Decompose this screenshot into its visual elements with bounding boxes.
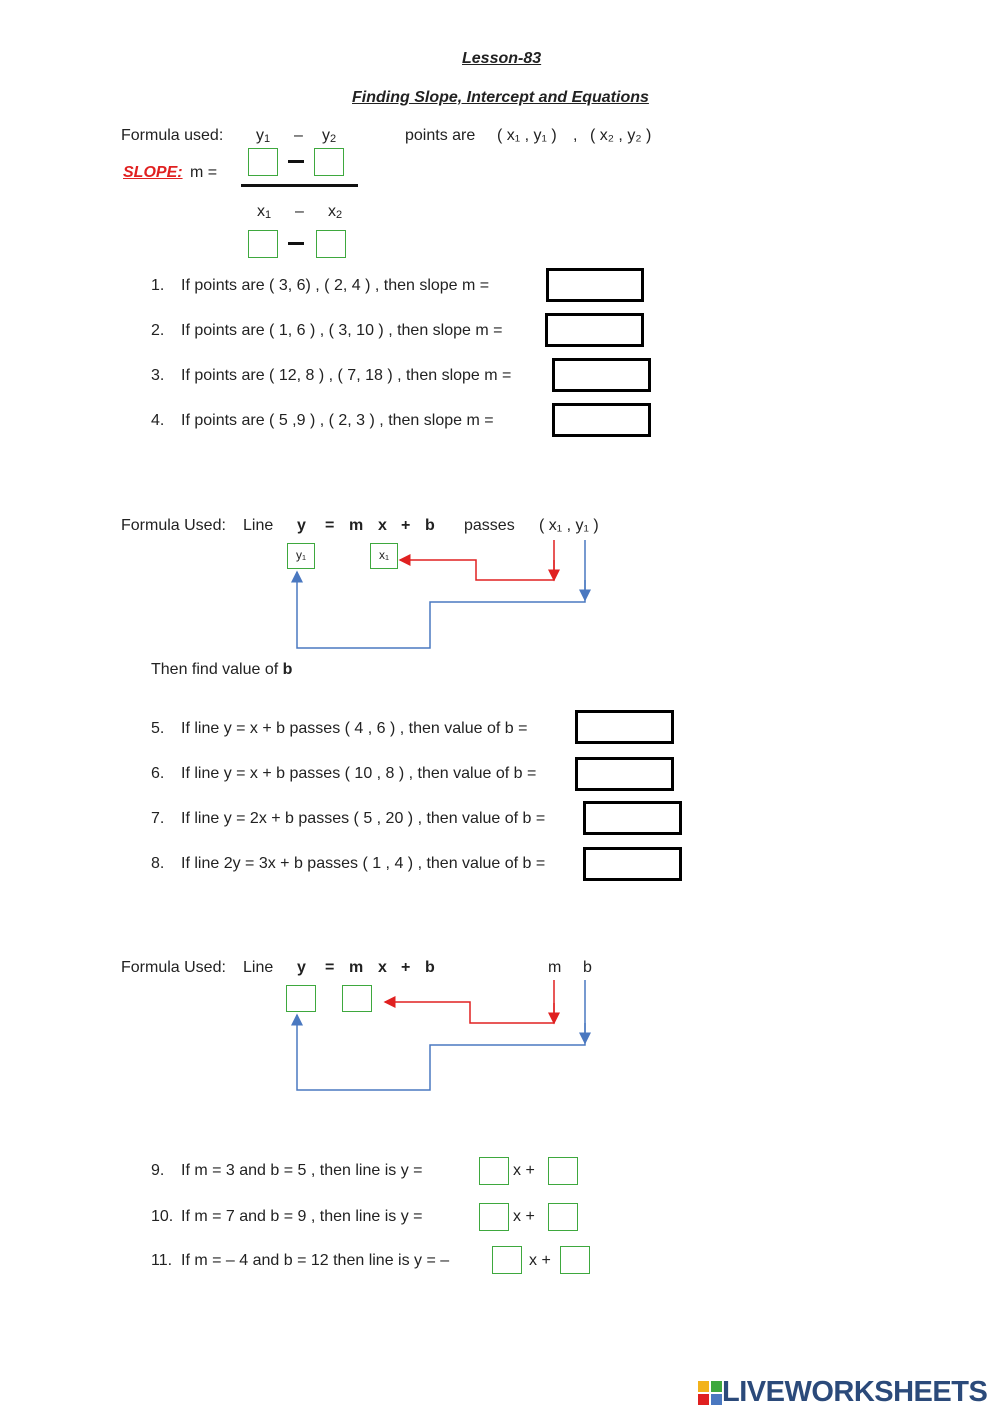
- question-3-number: 3.: [151, 367, 165, 384]
- equation-eq-y: y: [297, 959, 306, 976]
- intercept-eq-plus: +: [401, 517, 411, 534]
- liveworksheets-brand: LIVEWORKSHEETS: [722, 1376, 988, 1408]
- question-2-text: If points are ( 1, 6 ) , ( 3, 10 ) , then slope m =: [181, 322, 503, 339]
- arrow-b-to-box: [297, 980, 585, 1090]
- numerator-minus: –: [294, 127, 303, 144]
- equation-eq-equals: =: [325, 959, 335, 976]
- denominator-x2-label: x2: [328, 203, 343, 221]
- intercept-eq-b: b: [425, 517, 435, 534]
- question-4-number: 4.: [151, 412, 165, 429]
- intercept-eq-m: m: [349, 517, 364, 534]
- page-subtitle: Finding Slope, Intercept and Equations: [352, 89, 649, 106]
- question-9-text: If m = 3 and b = 5 , then line is y =: [181, 1162, 423, 1179]
- question-7-text: If line y = 2x + b passes ( 5 , 20 ) , then value of b =: [181, 810, 546, 827]
- question-2-number: 2.: [151, 322, 165, 339]
- question-6-number: 6.: [151, 765, 165, 782]
- liveworksheets-logo-icon: [698, 1381, 722, 1405]
- lesson-title: Lesson-83: [462, 50, 542, 67]
- equation-label-b: b: [583, 959, 592, 976]
- point-2-notation: ( x₂ , y₂ ): [590, 127, 652, 144]
- formula-label-slope: Formula used:: [121, 127, 224, 144]
- arrow-x1-to-box: [400, 540, 554, 580]
- equation-eq-b: b: [425, 959, 435, 976]
- point-1-notation: ( x₁ , y₁ ): [497, 127, 557, 144]
- numerator-y1-label: y1: [256, 127, 271, 145]
- question-1-number: 1.: [151, 277, 165, 294]
- question-10-text: If m = 7 and b = 9 , then line is y =: [181, 1208, 423, 1225]
- intercept-point-notation: ( x₁ , y₁ ): [539, 517, 599, 534]
- question-8-text: If line 2y = 3x + b passes ( 1 , 4 ) , then value of b =: [181, 855, 546, 872]
- equation-label-m: m: [548, 959, 562, 976]
- question-1-text: If points are ( 3, 6) , ( 2, 4 ) , then slope m =: [181, 277, 490, 294]
- equation-eq-plus: +: [401, 959, 411, 976]
- intercept-eq-equals: =: [325, 517, 335, 534]
- question-4-text: If points are ( 5 ,9 ) , ( 2, 3 ) , then slope m =: [181, 412, 494, 429]
- equation-eq-m: m: [349, 959, 364, 976]
- denominator-x1-label: x1: [257, 203, 272, 221]
- question-11-text: If m = – 4 and b = 12 then line is y = –: [181, 1252, 450, 1269]
- arrow-y1-to-box: [297, 540, 585, 648]
- question-9-number: 9.: [151, 1162, 165, 1179]
- intercept-passes-text: passes: [464, 517, 515, 534]
- question-3-text: If points are ( 12, 8 ) , ( 7, 18 ) , then slope m =: [181, 367, 512, 384]
- slope-label: SLOPE:: [123, 164, 183, 181]
- question-7-number: 7.: [151, 810, 165, 827]
- question-5-number: 5.: [151, 720, 165, 737]
- question-11-x-plus: x +: [529, 1252, 551, 1269]
- box-y1-label: y₁: [296, 548, 307, 562]
- points-comma: ,: [573, 127, 578, 144]
- question-11-number: 11.: [151, 1252, 173, 1269]
- m-equals: m =: [190, 164, 218, 181]
- points-are-text: points are: [405, 127, 476, 144]
- question-5-text: If line y = x + b passes ( 4 , 6 ) , then value of b =: [181, 720, 528, 737]
- equation-eq-x: x: [378, 959, 387, 976]
- formula-label-equation: Formula Used:: [121, 959, 226, 976]
- numerator-y2-label: y2: [322, 127, 337, 145]
- question-10-x-plus: x +: [513, 1208, 535, 1225]
- intercept-eq-x: x: [378, 517, 387, 534]
- question-10-number: 10.: [151, 1208, 174, 1225]
- then-find-text: Then find value of b: [151, 661, 293, 678]
- arrow-m-to-box: [385, 980, 554, 1023]
- intercept-eq-y: y: [297, 517, 306, 534]
- question-9-x-plus: x +: [513, 1162, 535, 1179]
- formula-label-intercept: Formula Used:: [121, 517, 226, 534]
- box-x1-label: x₁: [379, 548, 390, 562]
- denominator-minus: –: [295, 203, 304, 220]
- intercept-line-word: Line: [243, 517, 274, 534]
- equation-line-word: Line: [243, 959, 274, 976]
- question-8-number: 8.: [151, 855, 165, 872]
- question-6-text: If line y = x + b passes ( 10 , 8 ) , then value of b =: [181, 765, 537, 782]
